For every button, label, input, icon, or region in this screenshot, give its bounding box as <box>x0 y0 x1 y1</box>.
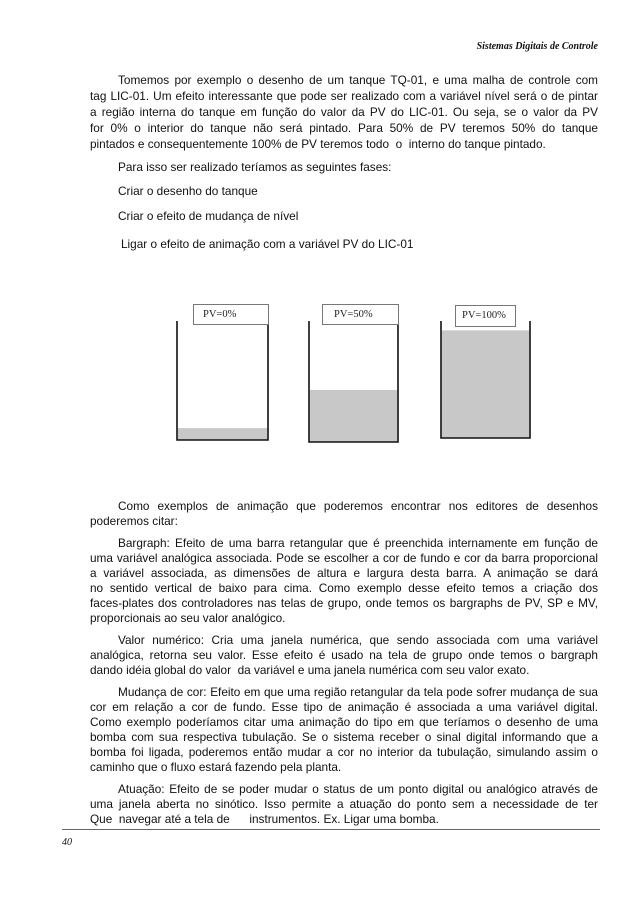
paragraph-bargraph <box>90 536 598 626</box>
phase-step-1 <box>90 183 598 199</box>
paragraph-line: Bargraph: Efeito de uma barra retangular que é preenchida internamente em função de <box>118 536 598 550</box>
paragraph-line: Atuação: Efeito de se poder mudar o status de um ponto digital ou analógico através de <box>118 782 598 796</box>
paragraph-line: for 0% o interior do tanque não será pintado. Para 50% de PV teremos 50% do tanque <box>90 121 598 135</box>
page-header-title: Sistemas Digitais de Controle <box>476 41 598 52</box>
tank-outline <box>177 321 268 440</box>
paragraph-line: Mudança de cor: Efeito em que uma região retangular da tela pode sofrer mudança de sua <box>118 685 598 699</box>
paragraph-line: Como exemplos de animação que poderemos encontrar nos editores de desenhos <box>118 499 598 513</box>
tank-1 <box>177 321 268 440</box>
phase-step-2 <box>90 208 598 224</box>
paragraph-mudanca-de-cor <box>90 685 598 775</box>
paragraph-line: uma janela aberta no sinótico. Isso permite a atuação do ponto sem a necessidade de ter <box>90 797 598 811</box>
footer-rule <box>62 829 600 830</box>
paragraph-line: analógica, retorna seu valor. Esse efeito é usado na tela de grupo onde temos o bargraph <box>90 648 598 662</box>
paragraph-line: Criar o desenho do tanque <box>118 184 258 198</box>
paragraph-line: tag LIC-01. Um efeito interessante que pode ser realizado com a variável nível será o de pintar <box>90 89 598 103</box>
paragraph-line: a variável associada, as dimensões de altura e largura desta barra. A animação se dará <box>90 566 598 580</box>
paragraph-atuacao <box>90 782 598 827</box>
tank-fill <box>310 390 397 442</box>
paragraph-line: bomba foi ligada, poderemos então mudar a cor no interior da tubulação, simulando assim o <box>90 745 598 759</box>
tank-label: PV=0% <box>193 304 269 325</box>
paragraph-line: Que navegar até a tela de instrumentos. Ex. Ligar uma bomba. <box>90 812 439 826</box>
paragraph-line: uma variável analógica associada. Pode se escolher a cor de fundo e cor da barra proporcional <box>90 551 598 565</box>
paragraph-line: pintados e consequentemente 100% de PV teremos todo o interno do tanque pintado. <box>90 137 546 151</box>
paragraph-line: dando idéia global do valor da variável e uma janela numérica com seu valor exato. <box>90 663 530 677</box>
paragraph-line: Para isso ser realizado teríamos as seguintes fases: <box>118 160 392 174</box>
tank-fill <box>178 428 267 440</box>
paragraph-line: Tomemos por exemplo o desenho de um tanque TQ-01, e uma malha de controle com <box>118 73 598 87</box>
tank-fill <box>442 330 529 438</box>
paragraph-line: a região interna do tanque em função do valor da PV do LIC-01. Ou seja, se o valor da PV <box>90 105 598 119</box>
paragraph-line: Como exemplo poderíamos citar uma animação do tipo em que teríamos o desenho de uma <box>90 715 598 729</box>
paragraph-intro <box>90 72 598 152</box>
tank-label: PV=100% <box>455 305 516 327</box>
paragraph-examples <box>90 499 598 529</box>
paragraph-line: bomba com sua respectiva tubulação. Se o sistema receber o sinal digital informando que a <box>90 730 598 744</box>
paragraph-line: Criar o efeito de mudança de nível <box>118 209 299 223</box>
phase-step-3 <box>90 236 598 252</box>
paragraph-line: faces-plates dos controladores nas telas de grupo, onde temos os bargraphs de PV, SP e MV, <box>90 596 598 610</box>
paragraph-line: caminho que o fluxo estará fazendo pela planta. <box>90 760 342 774</box>
paragraph-line: no sentido vertical de baixo para cima. Como exemplo desse efeito temos a criação dos <box>90 581 598 595</box>
tank-2 <box>309 321 398 442</box>
paragraph-line: cor em relação a cor de fundo. Esse tipo de animação é associada a uma variável digital. <box>90 700 598 714</box>
page-number: 40 <box>62 837 72 848</box>
phases-intro <box>90 159 598 175</box>
paragraph-line: Ligar o efeito de animação com a variável PV do LIC-01 <box>121 237 414 251</box>
paragraph-line: Valor numérico: Cria uma janela numérica, que sendo associada com uma variável <box>118 633 598 647</box>
paragraph-valor-numerico <box>90 633 598 678</box>
paragraph-line: proporcionais ao seu valor analógico. <box>90 611 286 625</box>
tank-3 <box>441 321 530 438</box>
paragraph-line: poderemos citar: <box>90 514 178 528</box>
tank-label: PV=50% <box>322 304 399 325</box>
